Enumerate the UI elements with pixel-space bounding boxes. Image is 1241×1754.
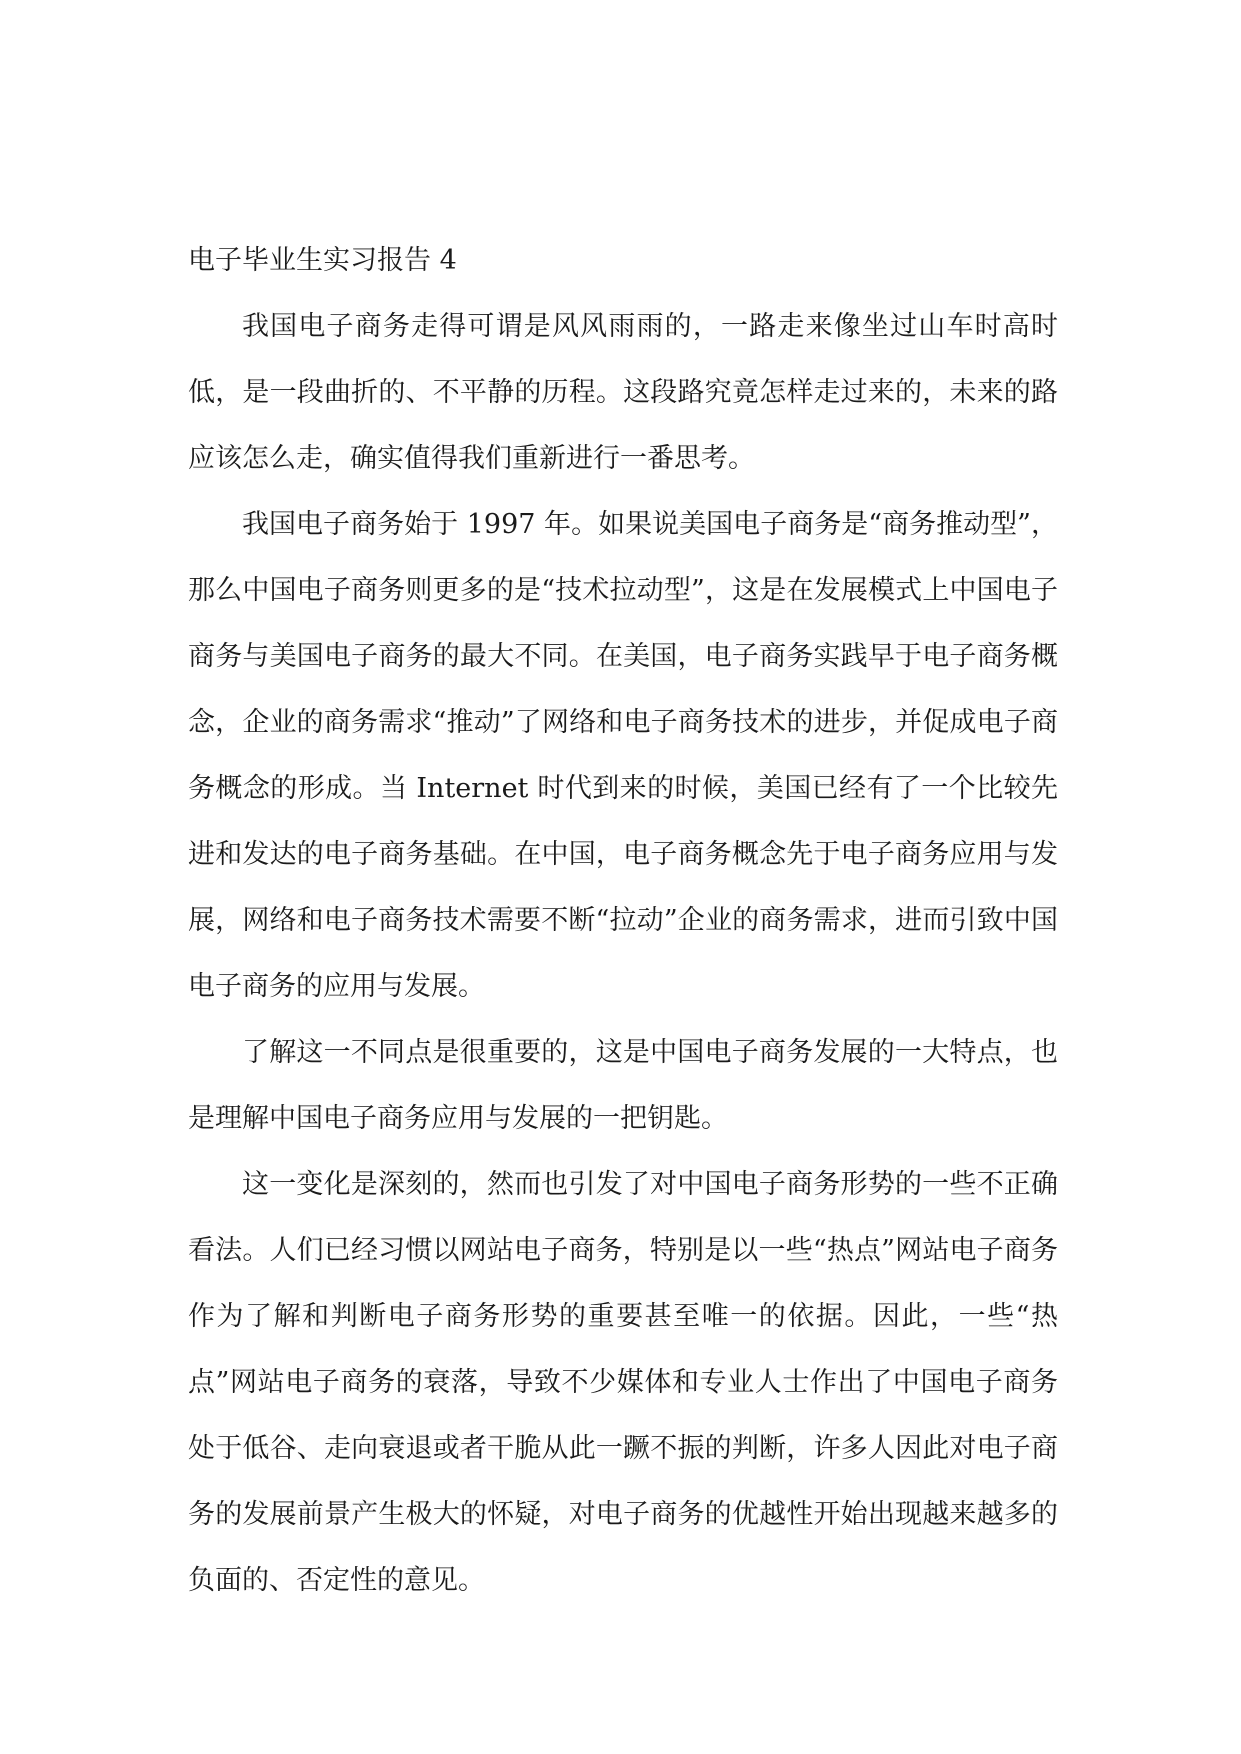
paragraph-2: 我国电子商务始于 1997 年。如果说美国电子商务是“商务推动型”，那么中国电子商务则更多的是“技术拉动型”，这是在发展模式上中国电子商务与美国电子商务的最大不同。在美国，电子商务实践早于电子商务概念，企业的商务需求“推动”了网络和电子商务技术的进步，并促成电子商务概念的形成。当 Internet 时代到来的时候，美国已经有了一个比较先进和发达的电子商务基础。在中国，电子商务概念先于电子商务应用与发展，网络和电子商务技术需要不断“拉动”企业的商务需求，进而引致中国电子商务的应用与发展。 [188,509,1058,1002]
document-title: 电子毕业生实习报告 4 [188,245,457,276]
document-body [188,228,1058,1614]
paragraph-4: 这一变化是深刻的，然而也引发了对中国电子商务形势的一些不正确看法。人们已经习惯以网站电子商务，特别是以一些“热点”网站电子商务作为了解和判断电子商务形势的重要甚至唯一的依据。因此，一些“热点”网站电子商务的衰落，导致不少媒体和专业人士作出了中国电子商务处于低谷、走向衰退或者干脆从此一蹶不振的判断，许多人因此对电子商务的发展前景产生极大的怀疑，对电子商务的优越性开始出现越来越多的负面的、否定性的意见。 [188,1169,1058,1596]
paragraph-1: 我国电子商务走得可谓是风风雨雨的，一路走来像坐过山车时高时低，是一段曲折的、不平静的历程。这段路究竟怎样走过来的，未来的路应该怎么走，确实值得我们重新进行一番思考。 [188,311,1058,474]
paragraph-3: 了解这一不同点是很重要的，这是中国电子商务发展的一大特点，也是理解中国电子商务应用与发展的一把钥匙。 [188,1037,1058,1134]
